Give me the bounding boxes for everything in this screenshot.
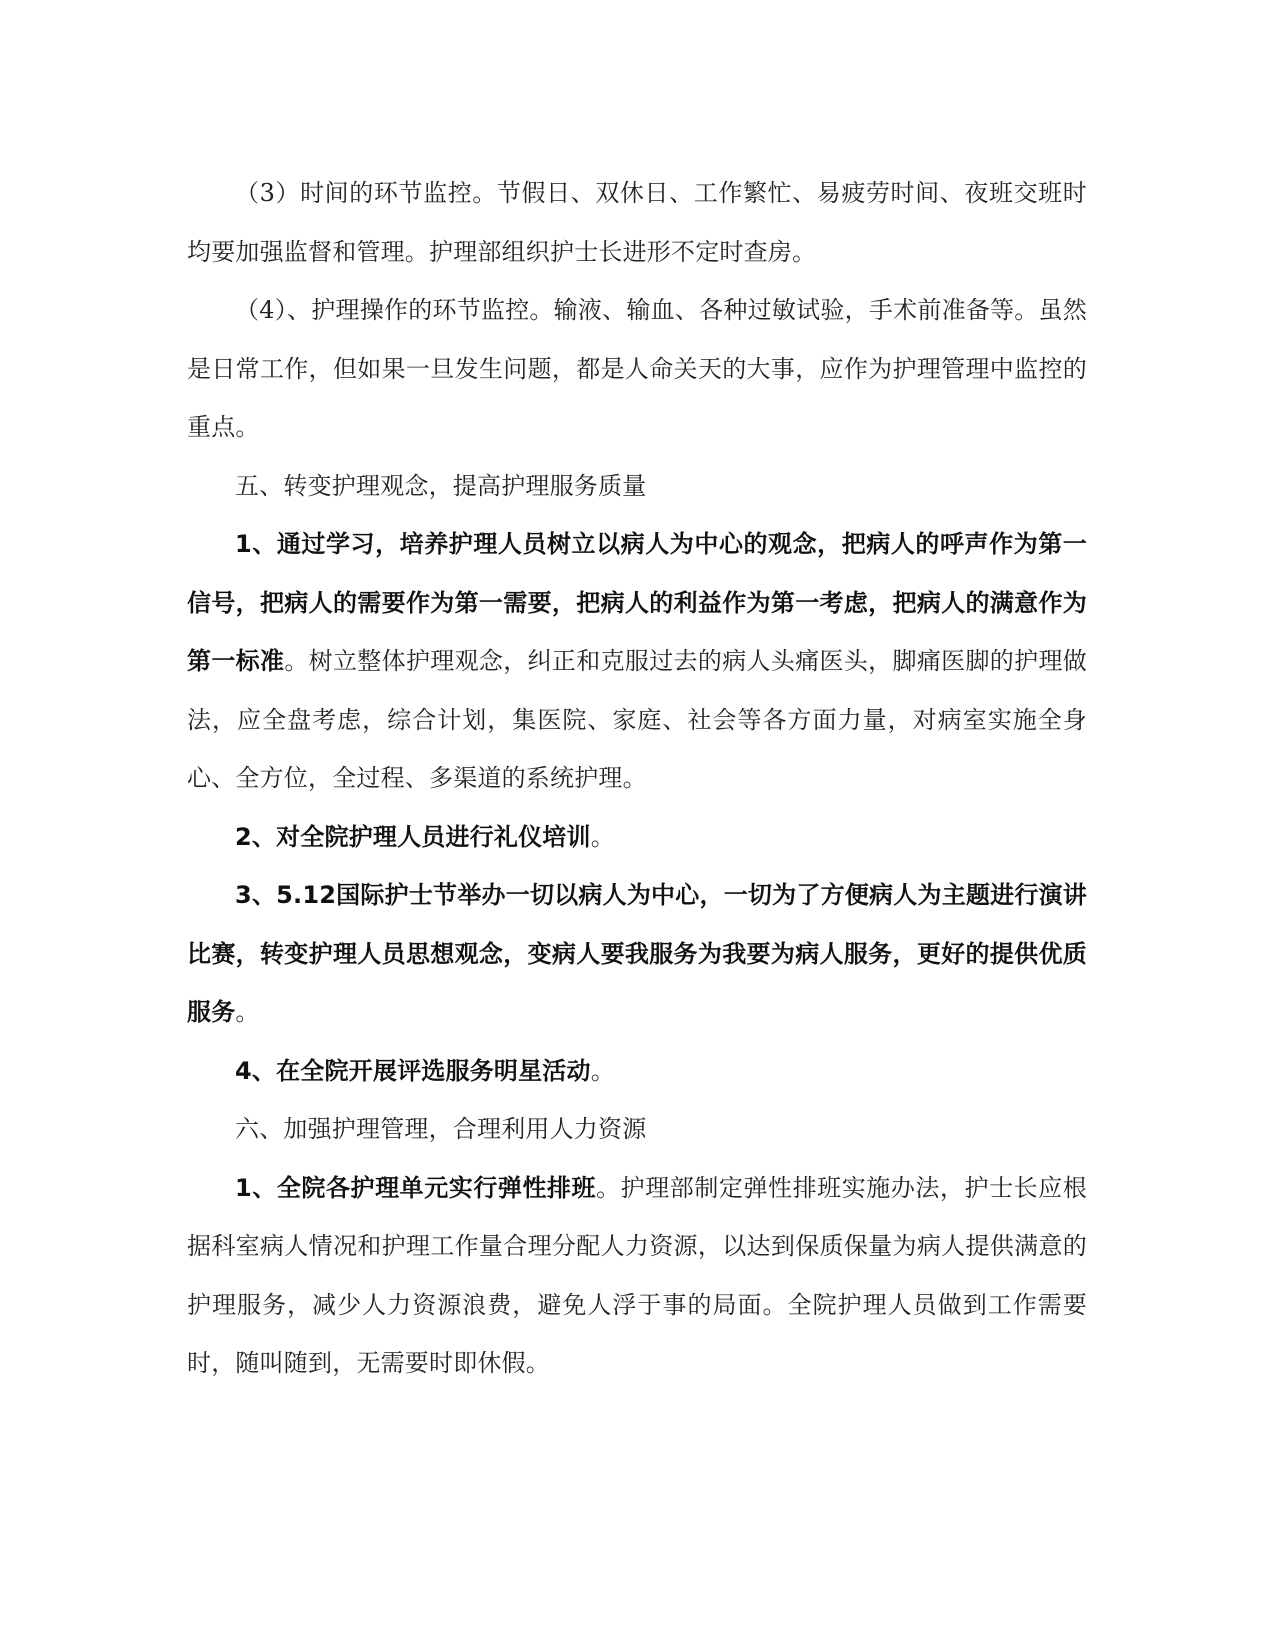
paragraph-flexible-scheduling: [187, 1159, 1087, 1393]
paragraph-text: 五、转变护理观念，提高护理服务质量: [235, 471, 647, 500]
paragraph-etiquette-training: [187, 808, 1087, 867]
paragraph-nurses-day-contest: [187, 866, 1087, 1042]
paragraph-service-star: [187, 1042, 1087, 1101]
paragraph-text: 。: [235, 998, 260, 1026]
paragraph-operation-monitoring: [187, 281, 1087, 457]
paragraph-bold-lead: 2、对全院护理人员进行礼仪培训: [235, 822, 591, 851]
paragraph-text: 。树立整体护理观念，纠正和克服过去的病人头痛医头，脚痛医脚的护理做法，应全盘考虑，综合计划，集医院、家庭、社会等各方面力量，对病室实施全身心、全方位，全过程、多渠道的系统护理。: [187, 647, 1087, 792]
paragraph-bold-lead: 3、5.12国际护士节举办一切以病人为中心，一切为了方便病人为主题进行演讲比赛，转变护理人员思想观念，变病人要我服务为我要为病人服务，更好的提供优质服务: [187, 881, 1087, 1026]
paragraph-bold-lead: 4、在全院开展评选服务明星活动: [235, 1056, 591, 1085]
paragraph-text: 。护理部制定弹性排班实施办法，护士长应根据科室病人情况和护理工作量合理分配人力资源，以达到保质保量为病人提供满意的护理服务，减少人力资源浪费，避免人浮于事的局面。全院护理人员做到工作需要时，随叫随到，无需要时即休假。: [187, 1173, 1087, 1377]
paragraph-text: 六、加强护理管理，合理利用人力资源: [235, 1115, 647, 1143]
paragraph-text: 。: [590, 822, 615, 851]
section-heading-five: [187, 457, 1087, 516]
paragraph-time-monitoring: [187, 164, 1087, 281]
paragraph-bold-lead: 1、通过学习，培养护理人员树立以病人为中心的观念，把病人的呼声作为第一信号，把病人的需要作为第一需要，把病人的利益作为第一考虑，把病人的满意作为第一标准: [187, 530, 1087, 675]
paragraph-text: 。: [590, 1056, 615, 1085]
paragraph-text: （4）、护理操作的环节监控。输液、输血、各种过敏试验，手术前准备等。虽然是日常工作，但如果一旦发生问题，都是人命关天的大事，应作为护理管理中监控的重点。: [187, 296, 1087, 441]
paragraph-bold-lead: 1、全院各护理单元实行弹性排班: [235, 1173, 597, 1202]
section-heading-six: [187, 1100, 1087, 1159]
document-body: [187, 164, 1087, 1393]
paragraph-patient-centered: [187, 515, 1087, 808]
paragraph-text: （3）时间的环节监控。节假日、双休日、工作繁忙、易疲劳时间、夜班交班时均要加强监督和管理。护理部组织护士长进形不定时查房。: [187, 179, 1087, 266]
